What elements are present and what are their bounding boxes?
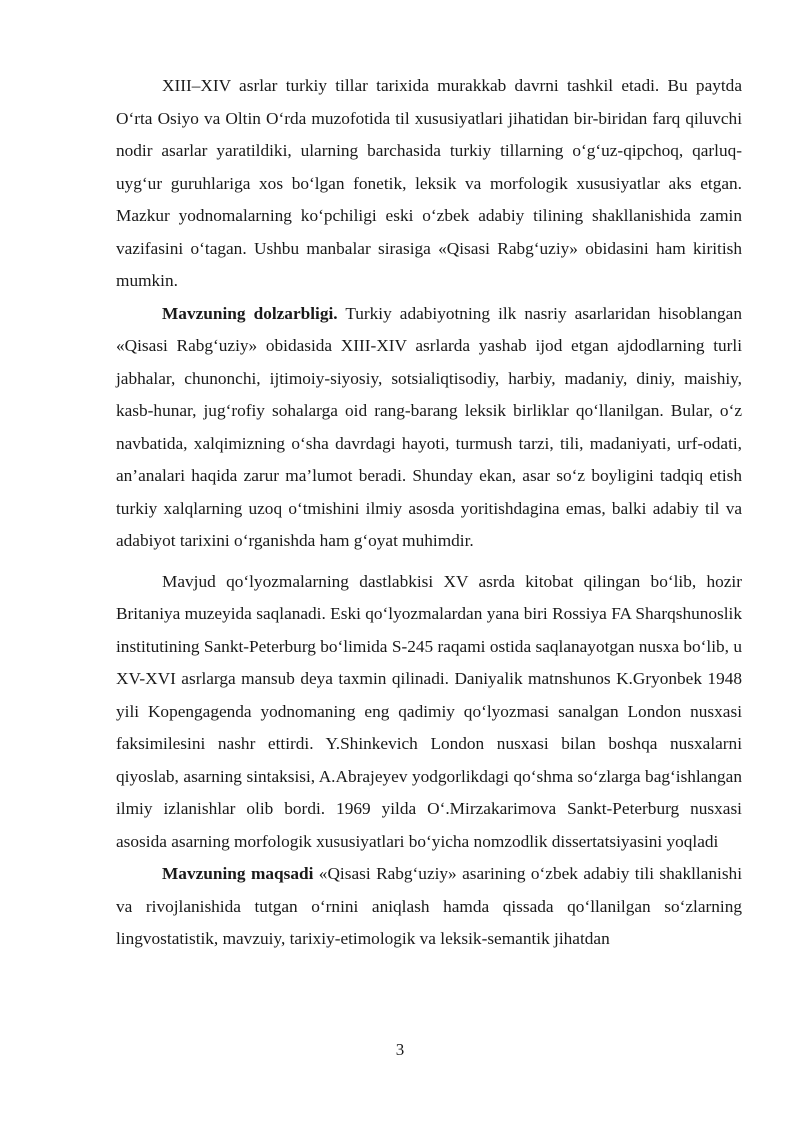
paragraph-text: «Qisasi Rabg‘uziy» asarining o‘zbek adabiy tili shakllanishi va rivojlanishida tutgan o‘rnini aniqlash hamda qissada qo‘llanilgan so‘zlarning lingvostatistik, mavzuiy, tarixiy-etimologik va leksik-semantik jihatdan [116, 864, 742, 948]
paragraph-manuscripts [116, 566, 742, 859]
paragraph-text: Mavjud qo‘lyozmalarning dastlabkisi XV asrda kitobat qilingan bo‘lib, hozir Britaniya muzeyida saqlanadi. Eski qo‘lyozmalardan yana biri Rossiya FA Sharqshunoslik institutining Sankt-Peterburg bo‘limida S-245 raqami ostida saqlanayotgan nusxa bo‘lib, u XV-XVI asrlarga mansub deya taxmin qilinadi. Daniyalik matnshunos K.Gryonbek 1948 yili Kopengagenda yodnomaning eng qadimiy qo‘lyozmasi sanalgan London nusxasi faksimilesini nashr ettirdi. Y.Shinkevich London nusxasi bilan boshqa nusxalarni qiyoslab, asarning sintaksisi, A.Abrajeyev yodgorlikdagi qo‘shma so‘zlarga bag‘ishlangan ilmiy izlanishlar olib bordi. 1969 yilda O‘.Mirzakarimova Sankt-Peterburg nusxasi asosida asarning morfologik xususiyatlari bo‘yicha nomzodlik dissertatsiyasini yoqladi [116, 571, 742, 851]
paragraph-intro [116, 70, 742, 298]
paragraph-relevance [116, 298, 742, 558]
paragraph-text: XIII–XIV asrlar turkiy tillar tarixida murakkab davrni tashkil etadi. Bu paytda O‘rta Osiyo va Oltin O‘rda muzofotida til xususiyatlari jihatidan bir-biridan farq qiluvchi nodir asarlar yaratildiki, ularning barchasida turkiy tillarning o‘g‘uz-qipchoq, qarluq-uyg‘ur guruhlariga xos bo‘lgan fonetik, leksik va morfologik xususiyatlar aks etgan. Mazkur yodnomalarning ko‘pchiligi eski o‘zbek adabiy tilining shakllanishida zamin vazifasini o‘tagan. Ushbu manbalar sirasiga «Qisasi Rabg‘uziy» obidasini ham kiritish mumkin. [116, 76, 742, 290]
paragraph-text: Turkiy adabiyotning ilk nasriy asarlaridan hisoblangan «Qisasi Rabg‘uziy» obidasida XIII-XIV asrlarda yashab ijod etgan ajdodlarning turli jabhalar, chunonchi, ijtimoiy-siyosiy, sotsialiqtisodiy, harbiy, madaniy, diniy, maishiy, kasb-hunar, jug‘rofiy sohalarga oid rang-barang leksik birliklar qo‘llanilgan. Bular, o‘z navbatida, xalqimizning o‘sha davrdagi hayoti, turmush tarzi, tili, madaniyati, urf-odati, an’analari haqida zarur ma’lumot beradi. Shunday ekan, asar so‘z boyligini tadqiq etish turkiy xalqlarning uzoq o‘tmishini ilmiy asosda yoritishdagina emas, balki adabiy til va adabiyot tarixini o‘rganishda ham g‘oyat muhimdir. [116, 303, 742, 550]
paragraph-heading: Mavzuning maqsadi [162, 864, 314, 883]
paragraph-heading: Mavzuning dolzarbligi. [162, 303, 338, 323]
paragraph-goal [116, 858, 742, 956]
body-text [116, 70, 742, 956]
page-number: 3 [395, 1040, 405, 1059]
